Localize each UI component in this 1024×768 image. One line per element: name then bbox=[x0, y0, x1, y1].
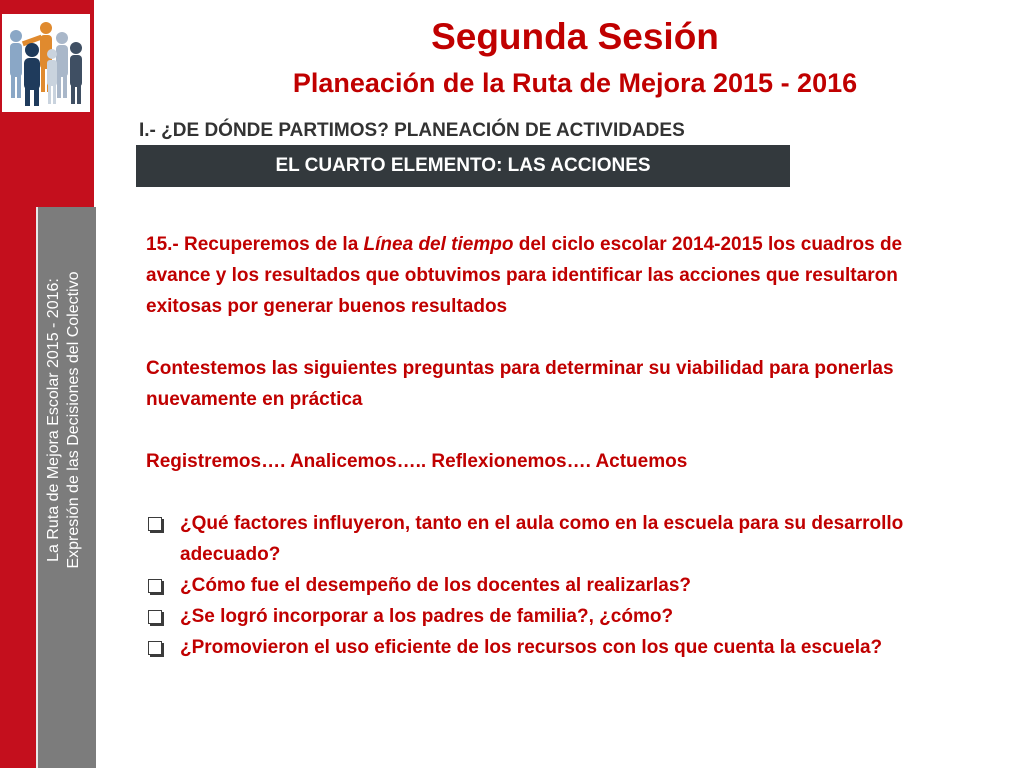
logo bbox=[2, 14, 90, 112]
question-text: ¿Se logró incorporar a los padres de familia?, ¿cómo? bbox=[180, 606, 674, 627]
vertical-caption-line2: Expresión de las Decisiones del Colectivo bbox=[65, 271, 82, 569]
list-item bbox=[146, 632, 936, 663]
page-subtitle: Planeación de la Ruta de Mejora 2015 - 2016 bbox=[292, 68, 858, 98]
question-text: ¿Promovieron el uso eficiente de los recursos con los que cuenta la escuela? bbox=[180, 637, 883, 658]
checkbox-bullet-icon bbox=[148, 517, 162, 531]
paragraph-instructions bbox=[146, 229, 936, 322]
paragraph1-text-end: del ciclo escolar 2014-2015 los cuadros de avance y los resultados que obtuvimos para identificar las acciones que resultaron exitosas por generar buenos resultados bbox=[146, 234, 903, 317]
paragraph1-text: 15.- Recuperemos de la bbox=[146, 234, 364, 255]
people-group-logo-icon bbox=[2, 14, 90, 112]
slide-content bbox=[146, 229, 936, 663]
question-list bbox=[146, 508, 936, 663]
paragraph1-italic: Línea del tiempo bbox=[363, 234, 514, 255]
list-item bbox=[146, 570, 936, 601]
list-item bbox=[146, 601, 936, 632]
vertical-caption-line1: La Ruta de Mejora Escolar 2015 - 2016: bbox=[45, 278, 62, 562]
section-banner: EL CUARTO ELEMENTO: LAS ACCIONES bbox=[136, 145, 790, 187]
section-heading: I.- ¿DE DÓNDE PARTIMOS? PLANEACIÓN DE ACTIVIDADES bbox=[139, 120, 685, 141]
question-text: ¿Cómo fue el desempeño de los docentes al realizarlas? bbox=[180, 575, 692, 596]
question-text: ¿Qué factores influyeron, tanto en el aula como en la escuela para su desarrollo adecuado? bbox=[180, 513, 904, 565]
checkbox-bullet-icon bbox=[148, 641, 162, 655]
vertical-caption bbox=[44, 140, 94, 700]
paragraph-questions-intro: Contestemos las siguientes preguntas para determinar su viabilidad para ponerlas nuevamente en práctica bbox=[146, 358, 894, 410]
list-item bbox=[146, 508, 936, 570]
page-title: Segunda Sesión bbox=[431, 16, 719, 57]
checkbox-bullet-icon bbox=[148, 610, 162, 624]
checkbox-bullet-icon bbox=[148, 579, 162, 593]
paragraph-actions: Registremos…. Analicemos….. Reflexionemos…. Actuemos bbox=[146, 451, 688, 472]
